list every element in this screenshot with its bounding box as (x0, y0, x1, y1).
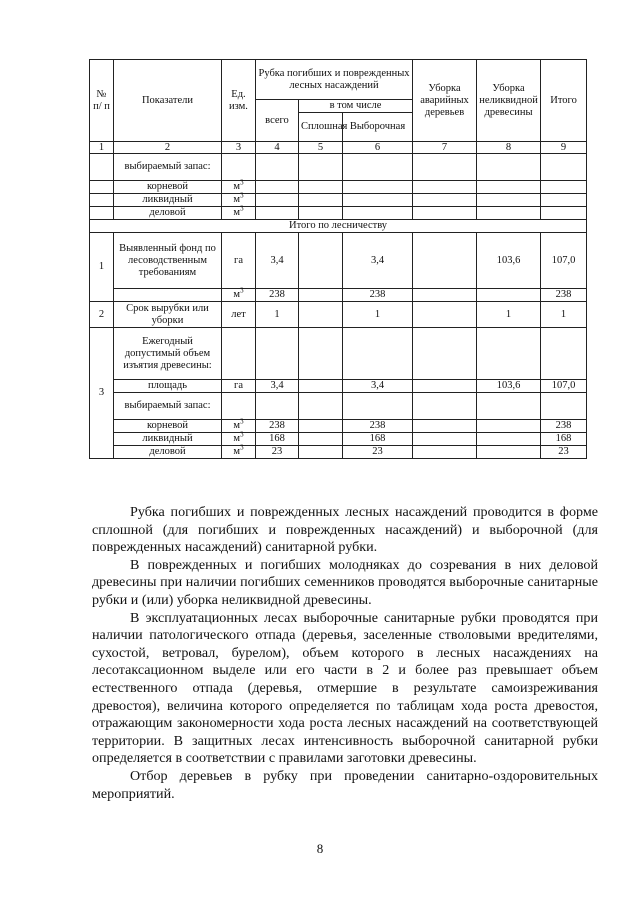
row-liquid-label: ликвидный (114, 194, 222, 207)
col-index: 2 (114, 142, 222, 154)
header-num: № п/ п (90, 60, 114, 142)
row-business-label: деловой (114, 207, 222, 220)
paragraph: Отбор деревьев в рубку при проведении санитарно-оздоровительных мероприятий. (92, 767, 598, 802)
row3-business-itogo: 23 (541, 446, 587, 459)
row3-liquid-total: 168 (256, 433, 299, 446)
col-index: 5 (299, 142, 343, 154)
header-itogo: Итого (541, 60, 587, 142)
row-stock-label: выбираемый запас: (114, 154, 222, 181)
row2-label: Срок вырубки или уборки (114, 302, 222, 328)
col-index: 7 (413, 142, 477, 154)
unit-m3: $м^3$ (222, 207, 256, 220)
row3-area-itogo: 107,0 (541, 380, 587, 393)
row3-area-label: площадь (114, 380, 222, 393)
row3-root-total: 238 (256, 420, 299, 433)
row3-root-itogo: 238 (541, 420, 587, 433)
unit-m3: $м^3$ (222, 289, 256, 302)
unit-m3: $м^3$ (222, 194, 256, 207)
col-index: 6 (343, 142, 413, 154)
row2-total: 1 (256, 302, 299, 328)
col-index: 9 (541, 142, 587, 154)
row1-m3-itogo: 238 (541, 289, 587, 302)
row1-label: Выявленный фонд по лесоводственным требованиям (114, 233, 222, 289)
paragraph: Рубка погибших и поврежденных лесных насаждений проводится в форме сплошной (для погибших и поврежденных насаждений) и выборочной (для поврежденных насаждений) санитарной рубки. (92, 504, 598, 556)
body-text (92, 504, 598, 803)
row-root-label: корневой (114, 181, 222, 194)
row1-m3-total: 238 (256, 289, 299, 302)
header-clear: Сплошная (299, 113, 343, 142)
unit-m3: $м^3$ (222, 181, 256, 194)
col-index: 4 (256, 142, 299, 154)
row3-root-label: корневой (114, 420, 222, 433)
forest-felling-table (89, 59, 587, 459)
header-selective: Выборочная (343, 113, 413, 142)
header-nonliquid: Уборка неликвидной древесины (477, 60, 541, 142)
section-total-forestry: Итого по лесничеству (90, 220, 587, 233)
row3-liquid-label: ликвидный (114, 433, 222, 446)
row3-area-total: 3,4 (256, 380, 299, 393)
unit-m3: $м^3$ (222, 433, 256, 446)
row2-number: 2 (90, 302, 114, 328)
header-including: в том числе (299, 100, 413, 113)
row1-ha-selective: 3,4 (343, 233, 413, 289)
row3-unit-ha: га (222, 380, 256, 393)
col-index: 1 (90, 142, 114, 154)
header-total: всего (256, 100, 299, 142)
row3-business-label: деловой (114, 446, 222, 459)
unit-m3: $м^3$ (222, 420, 256, 433)
row3-liquid-selective: 168 (343, 433, 413, 446)
row3-number: 3 (90, 328, 114, 459)
row3-area-nonliquid: 103,6 (477, 380, 541, 393)
row1-m3-selective: 238 (343, 289, 413, 302)
unit-m3: $м^3$ (222, 446, 256, 459)
row3-business-total: 23 (256, 446, 299, 459)
header-indicators: Показатели (114, 60, 222, 142)
row2-unit-years: лет (222, 302, 256, 328)
row2-nonliquid: 1 (477, 302, 541, 328)
row1-ha-itogo: 107,0 (541, 233, 587, 289)
paragraph: В эксплуатационных лесах выборочные санитарные рубки проводятся при наличии патологического отпада (деревья, заселенные стволовыми вредителями, сухостой, ветровал, бурелом), объем которого в лесных насаждениях на лесотаксационном выделе или его части в 2 и более раз превышает объем естественного отпада (деревья, отмершие в результате самоизреживания древостоя), величина которого определяется по таблицам хода роста древостоя, отражающим закономерности хода роста лесных насаждений на соответствующей территории. В защитных лесах интенсивность выборочной санитарной рубки определяется в соответствии с правилами заготовки древесины. (92, 609, 598, 767)
row3-stock-label: выбираемый запас: (114, 393, 222, 420)
row3-business-selective: 23 (343, 446, 413, 459)
row3-liquid-itogo: 168 (541, 433, 587, 446)
row2-itogo: 1 (541, 302, 587, 328)
row1-ha-total: 3,4 (256, 233, 299, 289)
header-emergency: Уборка аварийных деревьев (413, 60, 477, 142)
header-felling: Рубка погибших и поврежденных лесных насаждений (256, 60, 413, 100)
row1-ha-nonliquid: 103,6 (477, 233, 541, 289)
row3-root-selective: 238 (343, 420, 413, 433)
row2-selective: 1 (343, 302, 413, 328)
row3-label: Ежегодный допустимый объем изъятия древесины: (114, 328, 222, 380)
row1-number: 1 (90, 233, 114, 302)
col-index: 3 (222, 142, 256, 154)
row3-area-selective: 3,4 (343, 380, 413, 393)
row1-unit-ha: га (222, 233, 256, 289)
paragraph: В поврежденных и погибших молодняках до созревания в них деловой древесины при наличии погибших семенников проводятся выборочные санитарные рубки и (или) уборка неликвидной древесины. (92, 556, 598, 608)
page-number: 8 (316, 841, 324, 856)
col-index: 8 (477, 142, 541, 154)
header-unit: Ед. изм. (222, 60, 256, 142)
